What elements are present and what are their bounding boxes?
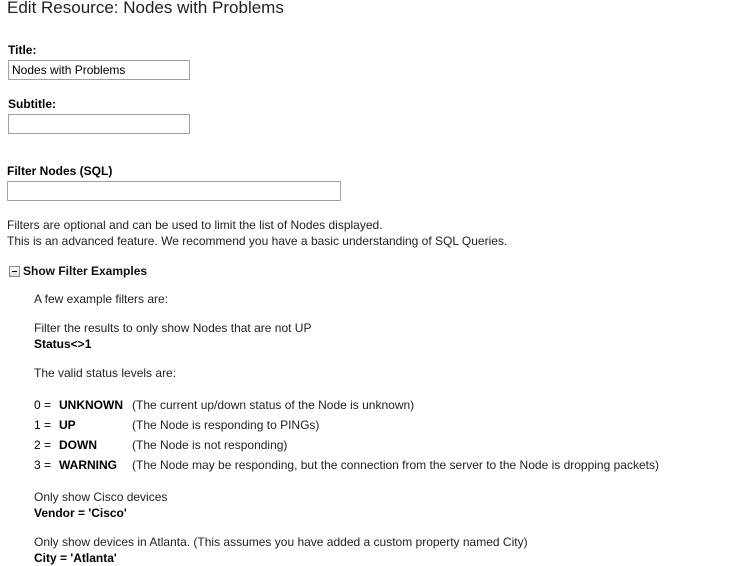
help-line-2: This is an advanced feature. We recommend you have a basic understanding of SQL Queries.	[7, 234, 508, 248]
title-input[interactable]	[8, 60, 190, 80]
filter-sql-input[interactable]	[7, 181, 341, 201]
status-level-desc: (The Node may be responding, but the connection from the server to the Node is dropping packets)	[132, 458, 659, 472]
status-level-name: UNKNOWN	[59, 398, 123, 412]
examples-intro: A few example filters are:	[34, 292, 169, 306]
status-level-number: 3 =	[34, 458, 52, 472]
example-cisco-desc: Only show Cisco devices	[34, 490, 168, 504]
status-levels-intro: The valid status levels are:	[34, 366, 177, 380]
collapse-minus-icon[interactable]	[9, 266, 20, 277]
status-level-desc: (The Node is responding to PINGs)	[132, 418, 320, 432]
subtitle-label: Subtitle:	[8, 97, 56, 111]
subtitle-input[interactable]	[8, 114, 190, 134]
status-level-name: WARNING	[59, 458, 117, 472]
example-not-up-code: Status<>1	[34, 337, 92, 351]
title-label: Title:	[8, 43, 37, 57]
filter-label: Filter Nodes (SQL)	[7, 164, 113, 178]
page-title: Edit Resource: Nodes with Problems	[7, 0, 284, 17]
example-atlanta-code: City = 'Atlanta'	[34, 551, 117, 565]
status-level-number: 0 =	[34, 398, 52, 412]
example-not-up-desc: Filter the results to only show Nodes that are not UP	[34, 321, 312, 335]
status-level-number: 2 =	[34, 438, 52, 452]
show-filter-examples-toggle[interactable]	[9, 263, 147, 279]
help-line-1: Filters are optional and can be used to limit the list of Nodes displayed.	[7, 218, 383, 232]
show-filter-examples-label[interactable]: Show Filter Examples	[23, 264, 148, 278]
status-level-desc: (The Node is not responding)	[132, 438, 288, 452]
status-level-desc: (The current up/down status of the Node is unknown)	[132, 398, 415, 412]
status-level-name: UP	[59, 418, 76, 432]
example-cisco-code: Vendor = 'Cisco'	[34, 506, 127, 520]
status-level-name: DOWN	[59, 438, 97, 452]
status-level-number: 1 =	[34, 418, 52, 432]
example-atlanta-desc: Only show devices in Atlanta. (This assumes you have added a custom property named City)	[34, 535, 528, 549]
